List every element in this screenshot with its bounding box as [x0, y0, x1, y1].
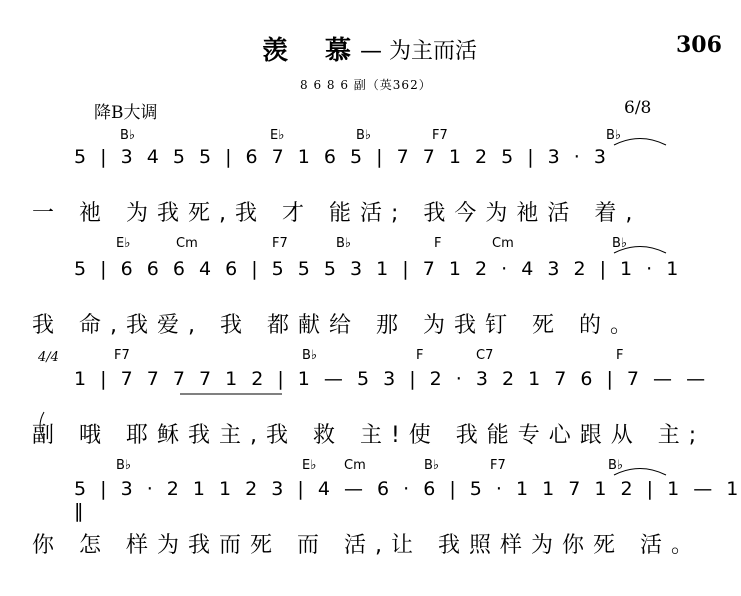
tie-arc	[614, 139, 666, 146]
chord-label: F7	[272, 236, 288, 251]
tie-arc	[614, 469, 666, 476]
chord-label: B♭	[612, 236, 628, 251]
hymn-title: 羡 慕	[262, 36, 366, 66]
notation-row: 5 | 6 6 6 4 6 | 5 5 5 3 1 | 7 1 2 · 4 3 2 | 1 · 1	[74, 258, 679, 280]
chord-label: E♭	[116, 236, 131, 251]
meter-line: 8 6 8 6 副（英362）	[300, 78, 432, 92]
chord-label: B♭	[302, 348, 318, 363]
chord-label: C7	[476, 348, 494, 363]
chord-label: Cm	[344, 458, 366, 473]
chord-label: B♭	[356, 128, 372, 143]
chord-label: B♭	[336, 236, 352, 251]
notation-row: 5 | 3 · 2 1 1 2 3 | 4 — 6 · 6 | 5 · 1 1 7 1 2 | 1 — 1 ‖	[74, 478, 739, 522]
notation-row: 5 | 3 4 5 5 | 6 7 1 6 5 | 7 7 1 2 5 | 3 · 3	[74, 146, 606, 168]
chord-label: B♭	[116, 458, 132, 473]
chord-label: B♭	[424, 458, 440, 473]
chord-label: B♭	[120, 128, 136, 143]
refrain-time-signature: 4/4	[38, 350, 59, 365]
chord-label: F	[616, 348, 624, 363]
chord-label: F	[434, 236, 442, 251]
chord-label: E♭	[270, 128, 285, 143]
notation-row: 1 | 7 7 7 7 1 2 | 1 — 5 3 | 2 · 3 2 1 7 6 | 7 — —	[74, 368, 706, 390]
chord-label: Cm	[176, 236, 198, 251]
time-signature: 6/8	[624, 98, 652, 118]
lyrics-line-2: 我 命,我爱, 我 都献给 那 为我钉 死 的。	[32, 313, 641, 338]
key-signature: 降B大调	[94, 103, 158, 123]
chord-label: F7	[490, 458, 506, 473]
chord-label: F7	[432, 128, 448, 143]
lyrics-line-3: 副 哦 耶稣我主,我 救 主!使 我能专心跟从 主;	[32, 423, 706, 448]
chord-label: B♭	[608, 458, 624, 473]
refrain-bracket	[40, 412, 44, 440]
lyrics-line-1: 一 祂 为我死,我 才 能活; 我今为祂活 着,	[32, 201, 642, 226]
chord-label: Cm	[492, 236, 514, 251]
lyrics-line-4: 你 怎 样为我而死 而 活,让 我照样为你死 活。	[32, 533, 702, 558]
tie-arc	[614, 247, 666, 254]
chord-label: F	[416, 348, 424, 363]
hymn-subtitle: — 为主而活	[360, 39, 477, 64]
hymn-number: 306	[676, 32, 722, 58]
chord-label: F7	[114, 348, 130, 363]
chord-label: E♭	[302, 458, 317, 473]
chord-label: B♭	[606, 128, 622, 143]
